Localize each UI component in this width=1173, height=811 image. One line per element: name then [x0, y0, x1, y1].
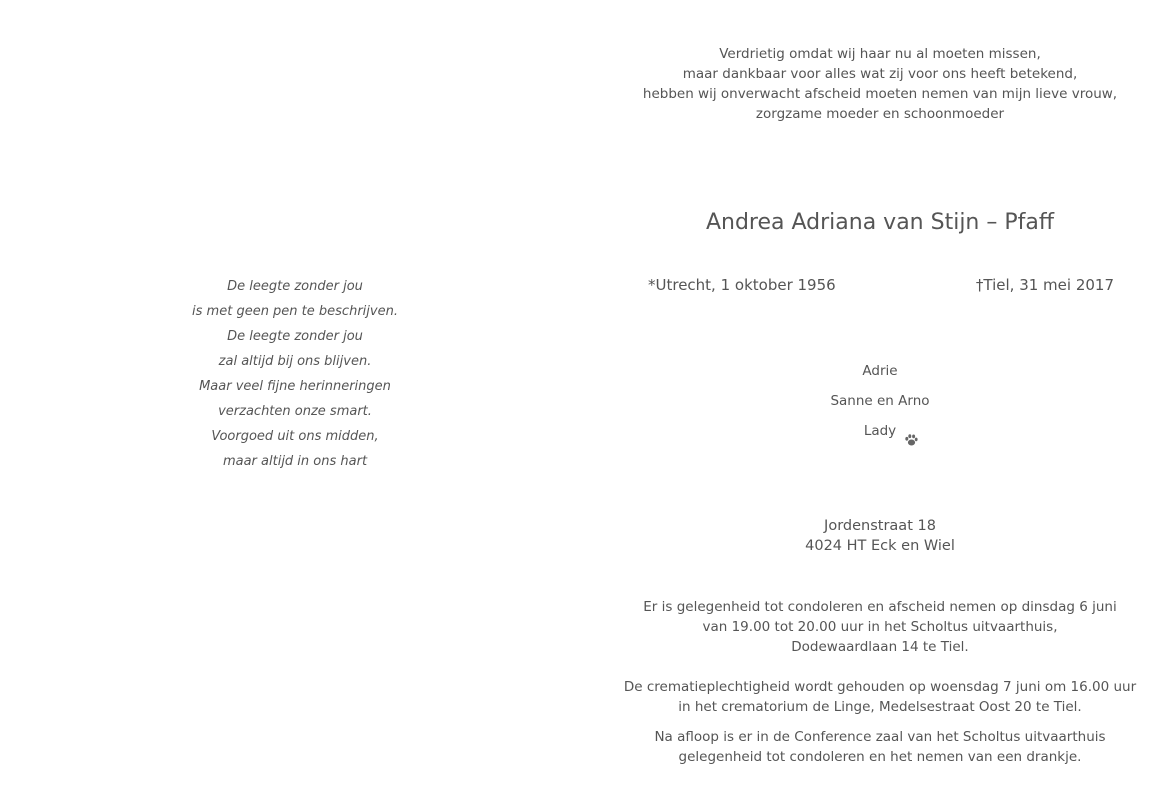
family-member: Lady — [863, 423, 897, 439]
family-member: Sanne en Arno — [830, 393, 930, 409]
poem-line: is met geen pen te beschrijven. — [192, 304, 398, 319]
birth-date: *Utrecht, 1 oktober 1956 — [648, 276, 836, 294]
intro-line: hebben wij onverwacht afscheid moeten nemen van mijn lieve vrouw, — [642, 86, 1118, 102]
condolence-info — [600, 597, 1160, 657]
poem-line: verzachten onze smart. — [218, 404, 372, 419]
deceased-name: Andrea Adriana van Stijn – Pfaff — [705, 210, 1055, 235]
after-line: gelegenheid tot condoleren en het nemen van een drankje. — [678, 749, 1082, 765]
ceremony-info — [600, 677, 1160, 717]
family-member: Adrie — [862, 363, 898, 379]
poem-line: De leegte zonder jou — [227, 279, 363, 294]
condolence-line: Dodewaardlaan 14 te Tiel. — [791, 639, 969, 655]
paw-print-icon — [903, 432, 919, 448]
address-line: Jordenstraat 18 — [824, 518, 936, 534]
poem-line: De leegte zonder jou — [227, 329, 363, 344]
dates-row — [648, 276, 1114, 298]
intro-text — [600, 44, 1160, 124]
intro-line: maar dankbaar voor alles wat zij voor ons heeft betekend, — [682, 66, 1078, 82]
intro-line: zorgzame moeder en schoonmoeder — [755, 106, 1005, 122]
after-info — [600, 727, 1160, 767]
address — [730, 516, 1030, 556]
poem-line: Voorgoed uit ons midden, — [211, 429, 379, 444]
condolence-line: Er is gelegenheid tot condoleren en afscheid nemen op dinsdag 6 juni — [643, 599, 1117, 615]
death-date: †Tiel, 31 mei 2017 — [975, 276, 1114, 294]
poem-line: zal altijd bij ons blijven. — [218, 354, 372, 369]
ceremony-line: De crematieplechtigheid wordt gehouden op woensdag 7 juni om 16.00 uur — [623, 679, 1137, 695]
ceremony-line: in het crematorium de Linge, Medelsestraat Oost 20 te Tiel. — [678, 699, 1082, 715]
intro-line: Verdrietig omdat wij haar nu al moeten missen, — [719, 46, 1041, 62]
family-members — [760, 356, 1000, 446]
after-line: Na afloop is er in de Conference zaal van het Scholtus uitvaarthuis — [654, 729, 1106, 745]
poem-line: Maar veel fijne herinneringen — [199, 379, 391, 394]
condolence-line: van 19.00 tot 20.00 uur in het Scholtus uitvaarthuis, — [702, 619, 1058, 635]
address-line: 4024 HT Eck en Wiel — [805, 538, 955, 554]
poem — [150, 274, 440, 474]
poem-line: maar altijd in ons hart — [222, 454, 368, 469]
